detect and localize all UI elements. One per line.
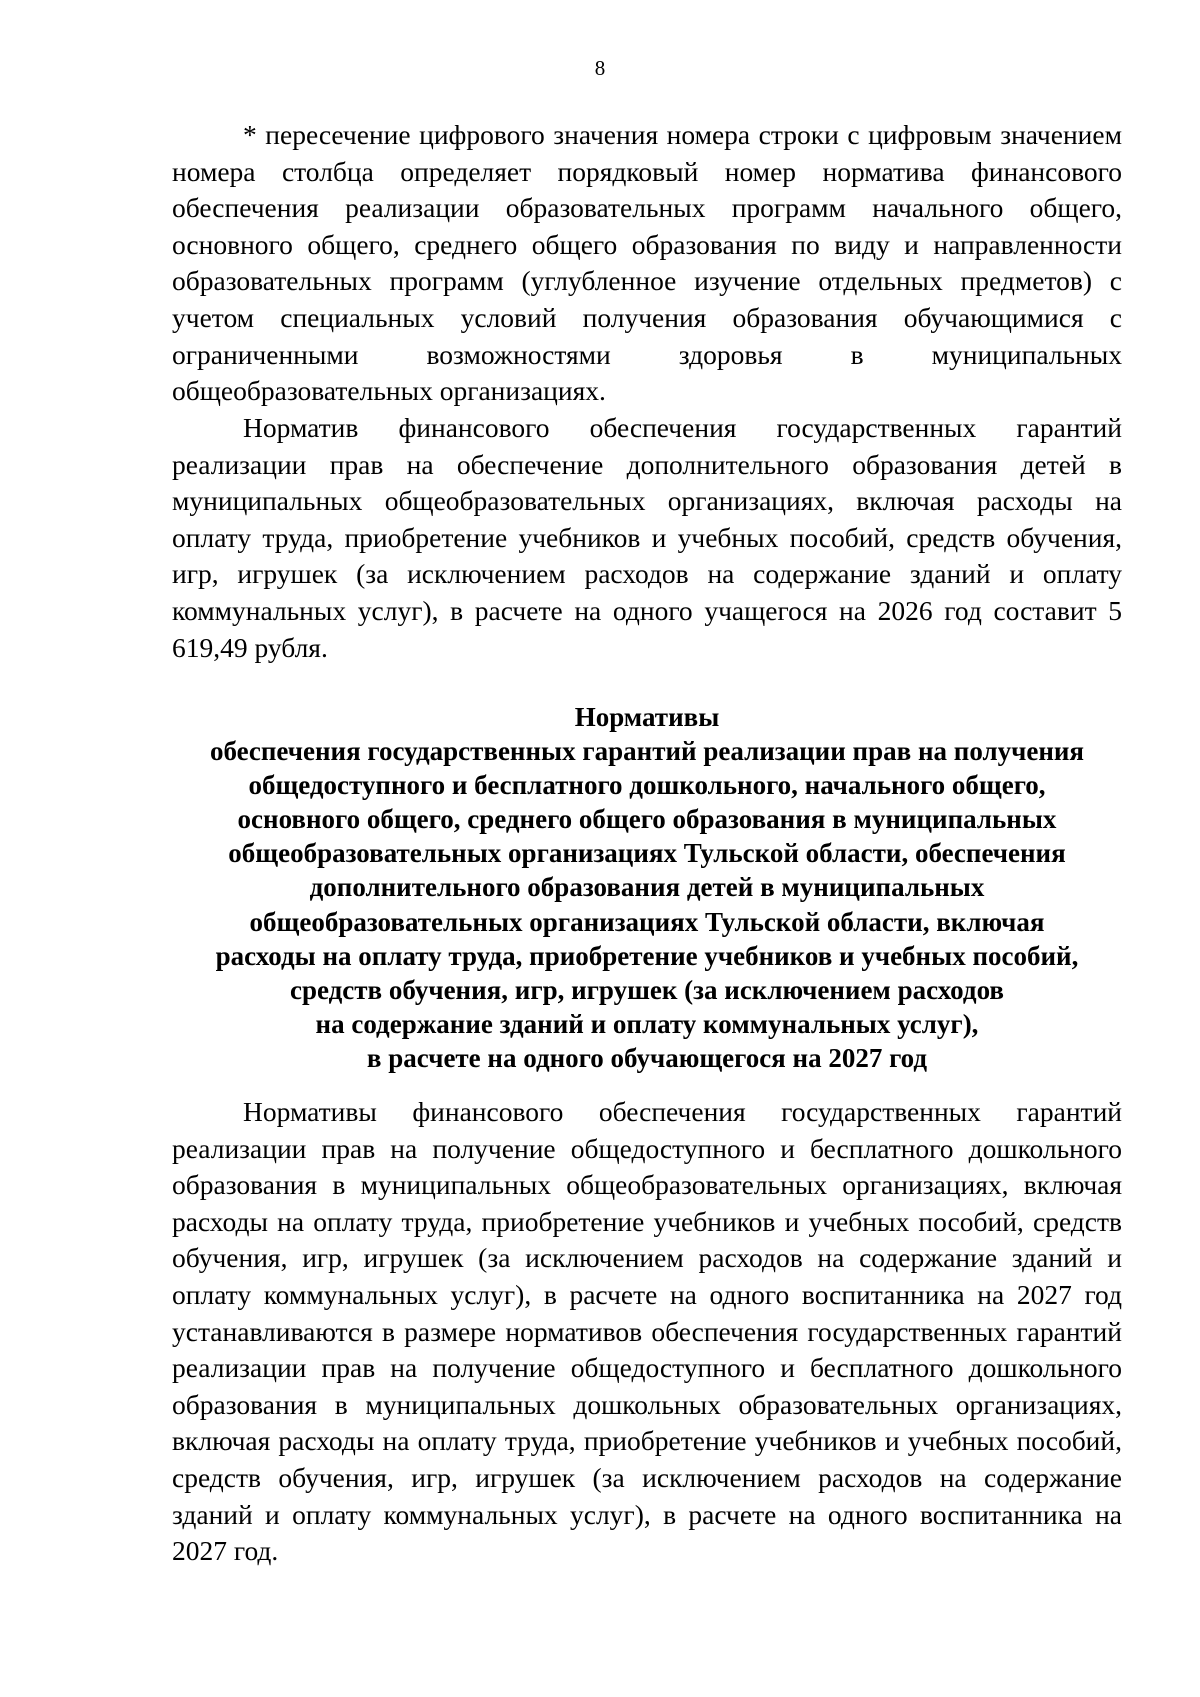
heading-line: обеспечения государственных гарантий реализации прав на получения xyxy=(209,736,1085,767)
heading-line: средств обучения, игр, игрушек (за исключением расходов xyxy=(290,974,1004,1005)
heading-line: на содержание зданий и оплату коммунальных услуг), xyxy=(315,1008,979,1039)
heading-line: в расчете на одного обучающегося на 2027 год xyxy=(366,1042,928,1073)
heading-line: дополнительного образования детей в муниципальных xyxy=(309,872,985,903)
heading-line: расходы на оплату труда, приобретение учебников и учебных пособий, xyxy=(215,940,1079,971)
additional-education-norm-2026-paragraph: Норматив финансового обеспечения государственных гарантий реализации прав на обеспечение дополнительного образования детей в муниципальных общеобразовательных организациях, включая расходы на оплату труда, приобретение учебников и учебных пособий, средств обучения, игр, игрушек (за исключением расходов на содержание зданий и оплату коммунальных услуг), в расчете на одного учащегося на 2026 год составит 5 619,49 рубля. xyxy=(172,412,1122,663)
heading-line: общеобразовательных организациях Тульской области, обеспечения xyxy=(228,838,1066,869)
preschool-norm-2027-paragraph: Нормативы финансового обеспечения государственных гарантий реализации прав на получение общедоступного и бесплатного дошкольного образования в муниципальных общеобразовательных организациях, включая расходы на оплату труда, приобретение учебников и учебных пособий, средств обучения, игр, игрушек (за исключением расходов на содержание зданий и оплату коммунальных услуг), в расчете на одного воспитанника на 2027 год устанавливаются в размере нормативов обеспечения государственных гарантий реализации прав на получение общедоступного и бесплатного дошкольного образования в муниципальных дошкольных образовательных организациях, включая расходы на оплату труда, приобретение учебников и учебных пособий, средств обучения, игр, игрушек (за исключением расходов на содержание зданий и оплату коммунальных услуг), в расчете на одного воспитанника на 2027 год. xyxy=(172,1096,1122,1567)
footnote-paragraph: * пересечение цифрового значения номера строки с цифровым значением номера столбца определяет порядковый номер норматива финансового обеспечения реализации образовательных программ начального общего, основного общего, среднего общего образования по виду и направленности образовательных программ (углубленное изучение отдельных предметов) с учетом специальных условий получения образования обучающимися с ограниченными возможностями здоровья в муниципальных общеобразовательных организациях. xyxy=(172,119,1122,407)
page-number: 8 xyxy=(594,56,606,80)
heading-line: основного общего, среднего общего образования в муниципальных xyxy=(237,804,1057,835)
heading-line: общедоступного и бесплатного дошкольного, начального общего, xyxy=(248,770,1046,801)
heading-line: Нормативы xyxy=(574,702,720,732)
section-heading xyxy=(172,700,1122,1075)
heading-line: общеобразовательных организациях Тульской области, включая xyxy=(249,906,1045,937)
